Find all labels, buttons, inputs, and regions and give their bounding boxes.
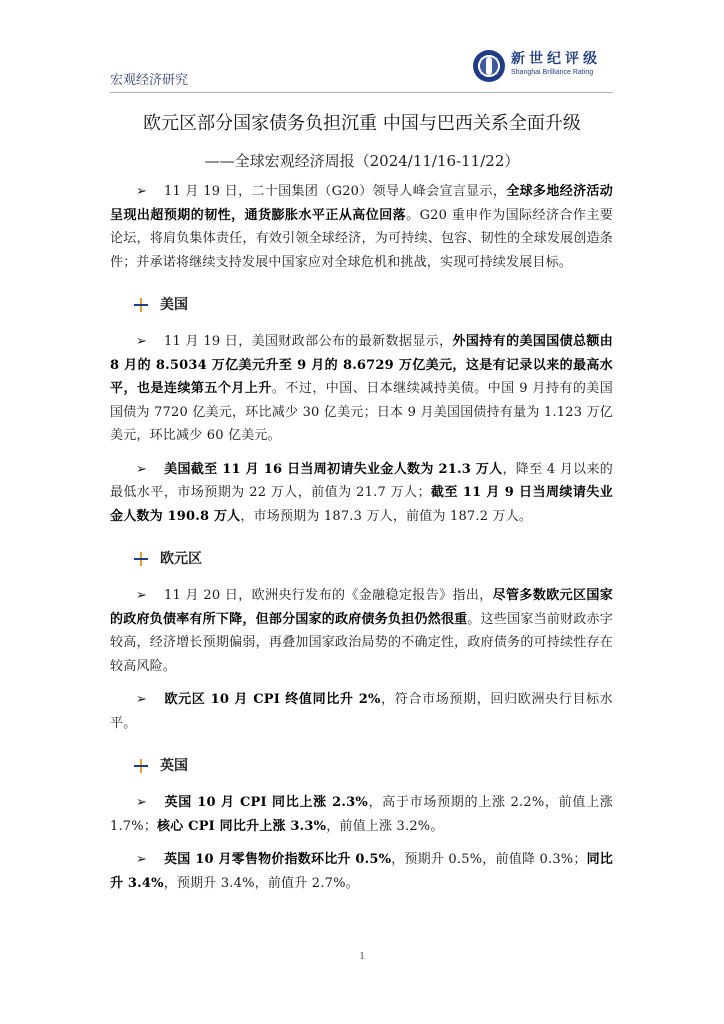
paragraph-us-treasury: ➢ 11 月 19 日，美国财政部公布的最新数据显示，外国持有的美国国债总额由 8 月的 8.5034 万亿美元升至 9 月的 8.6729 万亿美元，这是有记录以来的最高水平，也是连续第五个月上升。不过，中国、日本继续减持美债。中国 9 月持有的美国国债为 7720 亿美元，环比减少 30 亿美元；日本 9 月美国国债持有量为 1.123 万亿美元，环比减少 60 亿美元。 <box>110 330 613 448</box>
page-header <box>110 42 613 93</box>
section-bullet-icon <box>134 298 148 312</box>
arrow-bullet-icon: ➢ <box>136 795 148 810</box>
paragraph-eu-stability: ➢ 11 月 20 日，欧洲央行发布的《金融稳定报告》指出，尽管多数欧元区国家的政府负债率有所下降，但部分国家的政府债务负担仍然很重。这些国家当前财政赤字较高，经济增长预期偏弱，再叠加国家政治局势的不确定性，政府债务的可持续性存在较高风险。 <box>110 584 613 678</box>
section-label: 美国 <box>160 297 188 313</box>
section-bullet-icon <box>134 759 148 773</box>
report-title: 欧元区部分国家债务负担沉重 中国与巴西关系全面升级 <box>143 113 581 134</box>
section-heading-eurozone <box>110 548 613 572</box>
section-bullet-icon <box>134 552 148 566</box>
arrow-bullet-icon: ➢ <box>136 184 148 199</box>
logo-seal-icon <box>473 50 505 82</box>
section-heading-us <box>110 294 613 318</box>
section-heading-uk <box>110 755 613 779</box>
arrow-bullet-icon: ➢ <box>136 461 148 477</box>
paragraph-eu-cpi: ➢ 欧元区 10 月 CPI 终值同比升 2%，符合市场预期，回归欧洲央行目标水平。 <box>110 688 613 735</box>
arrow-bullet-icon: ➢ <box>136 334 148 349</box>
report-subtitle: ——全球宏观经济周报（2024/11/16-11/22） <box>204 152 520 170</box>
report-body <box>110 180 613 895</box>
brand-logo <box>473 48 613 84</box>
paragraph-uk-rpi: ➢ 英国 10 月零售物价指数环比升 0.5%，预期升 0.5%，前值降 0.3%；同比升 3.4%，预期升 3.4%，前值升 2.7%。 <box>110 848 613 895</box>
arrow-bullet-icon: ➢ <box>136 692 148 707</box>
paragraph-intro: ➢ 11 月 19 日，二十国集团（G20）领导人峰会宣言显示，全球多地经济活动呈现出超预期的韧性，通货膨胀水平正从高位回落。G20 重申作为国际经济合作主要论坛，将肩负集体责任，有效引领全球经济，为可持续、包容、韧性的全球发展创造条件；并承诺将继续支持发展中国家应对全球危机和挑战，实现可持续发展目标。 <box>110 180 613 274</box>
section-label: 欧元区 <box>160 551 202 567</box>
paragraph-uk-cpi: ➢ 英国 10 月 CPI 同比上涨 2.3%，高于市场预期的上涨 2.2%，前值上涨 1.7%；核心 CPI 同比升上涨 3.3%，前值上涨 3.2%。 <box>110 791 613 838</box>
arrow-bullet-icon: ➢ <box>136 852 148 867</box>
arrow-bullet-icon: ➢ <box>136 588 148 603</box>
paragraph-us-jobless: ➢ 美国截至 11 月 16 日当周初请失业金人数为 21.3 万人，降至 4 月以来的最低水平，市场预期为 22 万人，前值为 21.7 万人；截至 11 月 9 日当周续请失业金人数为 190.8 万人，市场预期为 187.3 万人，前值为 187.2 万人。 <box>110 458 613 529</box>
logo-name-cn: 新世纪评级 <box>511 51 601 67</box>
report-category: 宏观经济研究 <box>110 73 189 88</box>
logo-name-en: Shanghai Brilliance Rating <box>511 69 594 76</box>
page-number: 1 <box>359 951 365 962</box>
section-label: 英国 <box>160 758 188 774</box>
